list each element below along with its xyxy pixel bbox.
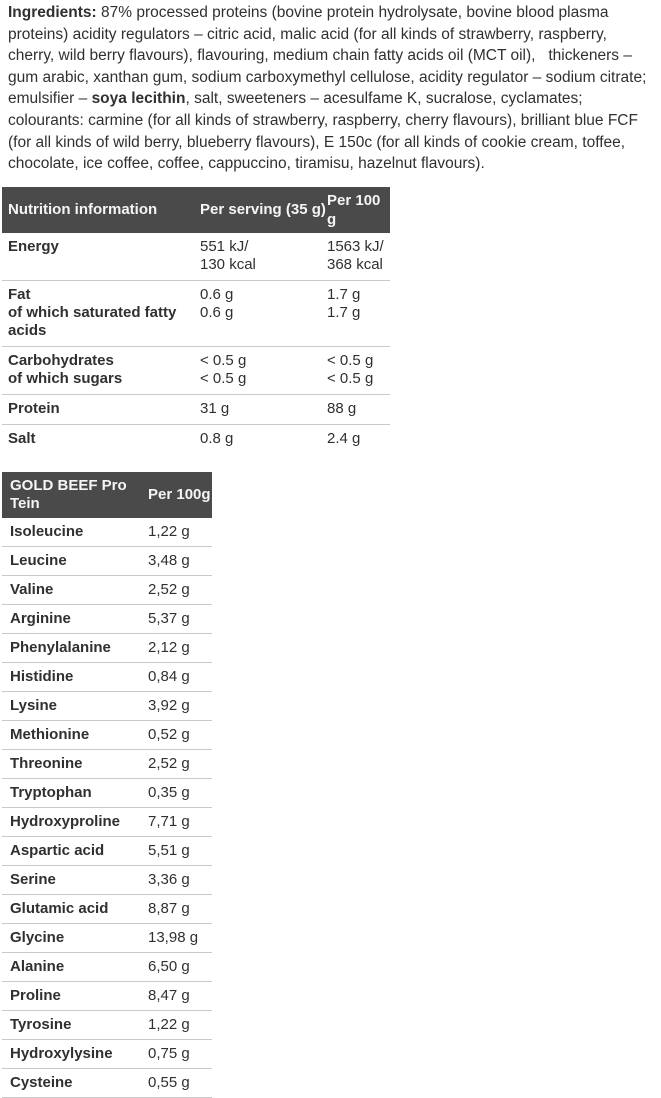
- per-serving-value-line: 0.8 g: [200, 429, 234, 447]
- nutrition-table: [2, 187, 390, 454]
- amino-acid-row: [2, 546, 212, 575]
- nutrient-name-line: Salt: [8, 429, 36, 447]
- amino-acid-row: [2, 604, 212, 633]
- amino-acid-row: [2, 778, 212, 807]
- amino-acid-name: Glycine: [2, 923, 148, 952]
- amino-acid-row: [2, 952, 212, 981]
- nutrient-name-line: Carbohydrates: [8, 351, 114, 369]
- per-serving-value-line: 551 kJ/: [200, 237, 249, 255]
- nutrient-name: [2, 280, 200, 346]
- per-serving-value-line: 0.6 g: [200, 285, 234, 303]
- amino-acid-row: [2, 518, 212, 547]
- per-100g-value: [327, 346, 390, 394]
- amino-acid-name: Leucine: [2, 546, 148, 575]
- nutrient-name: [2, 394, 200, 424]
- nutrition-table-header-row: [2, 187, 390, 233]
- ingredients-text-part2: , salt, sweeteners – acesulfame K, sucralose, cyclamates; colourants: carmine (for all kinds of strawberry, raspberry, cherry flavours), brilliant blue FCF (for all kinds of wild berry, blueberry flavours), E 150c (for all kinds of cookie cream, toffee, chocolate, ice coffee, coffee, cappuccino, tiramisu, hazelnut flavours).: [8, 90, 643, 173]
- amino-acid-row: [2, 1039, 212, 1068]
- amino-header-title: GOLD BEEF Pro Tein: [2, 472, 148, 518]
- amino-acid-value: 8,47 g: [148, 981, 212, 1010]
- amino-acid-value: 5,51 g: [148, 836, 212, 865]
- amino-acid-name: Phenylalanine: [2, 633, 148, 662]
- amino-acid-row: [2, 807, 212, 836]
- amino-acid-name: Lysine: [2, 691, 148, 720]
- amino-acid-name: Cysteine: [2, 1068, 148, 1097]
- amino-acid-row: [2, 865, 212, 894]
- amino-acid-name: Histidine: [2, 662, 148, 691]
- amino-acid-name: Methionine: [2, 720, 148, 749]
- nutrient-name: [2, 233, 200, 281]
- amino-acid-value: 2,12 g: [148, 633, 212, 662]
- amino-acid-value: 0,55 g: [148, 1068, 212, 1097]
- per-serving-value: [200, 394, 327, 424]
- nutrient-name-line: Fat: [8, 285, 31, 303]
- ingredients-paragraph: [0, 0, 658, 175]
- amino-acid-value: 1,22 g: [148, 518, 212, 547]
- per-serving-value: [200, 346, 327, 394]
- amino-header-per-100g: Per 100g: [148, 472, 212, 518]
- per-100g-value-line: 2.4 g: [327, 429, 361, 447]
- amino-acid-value: 3,36 g: [148, 865, 212, 894]
- per-100g-value-line: < 0.5 g: [327, 351, 374, 369]
- amino-acid-value: 3,92 g: [148, 691, 212, 720]
- amino-acid-table: [2, 472, 212, 1098]
- nutrition-row: [2, 233, 390, 281]
- amino-acid-value: 8,87 g: [148, 894, 212, 923]
- per-100g-value: [327, 394, 390, 424]
- amino-acid-value: 2,52 g: [148, 575, 212, 604]
- per-serving-value: [200, 233, 327, 281]
- nutrient-name-line: Energy: [8, 237, 59, 255]
- amino-acid-name: Arginine: [2, 604, 148, 633]
- amino-acid-value: 0,52 g: [148, 720, 212, 749]
- per-100g-value-line: 1.7 g: [327, 285, 361, 303]
- amino-acid-value: 3,48 g: [148, 546, 212, 575]
- nutrient-name: [2, 424, 200, 454]
- amino-acid-row: [2, 1068, 212, 1097]
- amino-acid-row: [2, 923, 212, 952]
- per-serving-value-line: 31 g: [200, 399, 230, 417]
- amino-acid-name: Threonine: [2, 749, 148, 778]
- nutrition-row: [2, 346, 390, 394]
- nutrient-name-line: of which saturated fatty acids: [8, 303, 177, 339]
- amino-acid-row: [2, 749, 212, 778]
- amino-table-body: [2, 518, 212, 1098]
- amino-acid-row: [2, 662, 212, 691]
- per-100g-value: [327, 280, 390, 346]
- amino-acid-name: Proline: [2, 981, 148, 1010]
- amino-acid-row: [2, 575, 212, 604]
- amino-acid-value: 0,84 g: [148, 662, 212, 691]
- per-100g-value: [327, 424, 390, 454]
- per-serving-value-line: < 0.5 g: [200, 369, 247, 387]
- amino-acid-name: Hydroxylysine: [2, 1039, 148, 1068]
- per-100g-value-line: 88 g: [327, 399, 357, 417]
- nutrient-name: [2, 346, 200, 394]
- amino-acid-value: 13,98 g: [148, 923, 212, 952]
- amino-acid-name: Hydroxyproline: [2, 807, 148, 836]
- amino-table-header: [2, 472, 212, 518]
- amino-acid-row: [2, 981, 212, 1010]
- per-100g-value-line: < 0.5 g: [327, 369, 374, 387]
- nutrition-table-body: [2, 233, 390, 454]
- amino-acid-name: Isoleucine: [2, 518, 148, 547]
- amino-table-header-row: [2, 472, 212, 518]
- amino-acid-name: Aspartic acid: [2, 836, 148, 865]
- per-serving-value-line: 0.6 g: [200, 303, 234, 321]
- ingredients-label: Ingredients:: [8, 4, 97, 21]
- per-serving-value: [200, 280, 327, 346]
- nutrient-name-line: of which sugars: [8, 369, 123, 387]
- amino-acid-name: Valine: [2, 575, 148, 604]
- ingredients-text-part1: 87% processed proteins (bovine protein hydrolysate, bovine blood plasma proteins) acidity regulators – citric acid, malic acid (for all kinds of strawberry, raspberry, cherry, wild berry flavours), flavouring, medium chain fatty acids oil (MCT oil), thickeners – gum arabic, xanthan gum, sodium carboxymethyl cellulose, acidity regulator – sodium citrate; emulsifier –: [8, 4, 651, 108]
- per-serving-value-line: < 0.5 g: [200, 351, 247, 369]
- per-100g-value-line: 368 kcal: [327, 255, 383, 273]
- per-serving-value: [200, 424, 327, 454]
- amino-acid-value: 7,71 g: [148, 807, 212, 836]
- nutrition-table-header: [2, 187, 390, 233]
- amino-acid-name: Alanine: [2, 952, 148, 981]
- amino-acid-row: [2, 836, 212, 865]
- amino-acid-name: Tryptophan: [2, 778, 148, 807]
- nutrition-row: [2, 280, 390, 346]
- per-serving-value-line: 130 kcal: [200, 255, 256, 273]
- amino-acid-value: 0,35 g: [148, 778, 212, 807]
- amino-acid-value: 1,22 g: [148, 1010, 212, 1039]
- amino-acid-row: [2, 720, 212, 749]
- per-100g-value: [327, 233, 390, 281]
- per-100g-value-line: 1.7 g: [327, 303, 361, 321]
- nutrition-header-title: Nutrition information: [2, 187, 200, 233]
- ingredients-bold-term: soya lecithin: [91, 90, 186, 108]
- amino-acid-value: 0,75 g: [148, 1039, 212, 1068]
- nutrition-header-per-100g: Per 100 g: [327, 187, 390, 233]
- amino-acid-row: [2, 691, 212, 720]
- amino-acid-name: Serine: [2, 865, 148, 894]
- amino-acid-value: 5,37 g: [148, 604, 212, 633]
- amino-acid-row: [2, 633, 212, 662]
- nutrition-row: [2, 424, 390, 454]
- amino-acid-value: 2,52 g: [148, 749, 212, 778]
- nutrition-row: [2, 394, 390, 424]
- amino-acid-value: 6,50 g: [148, 952, 212, 981]
- per-100g-value-line: 1563 kJ/: [327, 237, 384, 255]
- nutrient-name-line: Protein: [8, 399, 60, 417]
- amino-acid-name: Glutamic acid: [2, 894, 148, 923]
- nutrition-header-per-serving: Per serving (35 g): [200, 187, 327, 233]
- amino-acid-name: Tyrosine: [2, 1010, 148, 1039]
- amino-acid-row: [2, 894, 212, 923]
